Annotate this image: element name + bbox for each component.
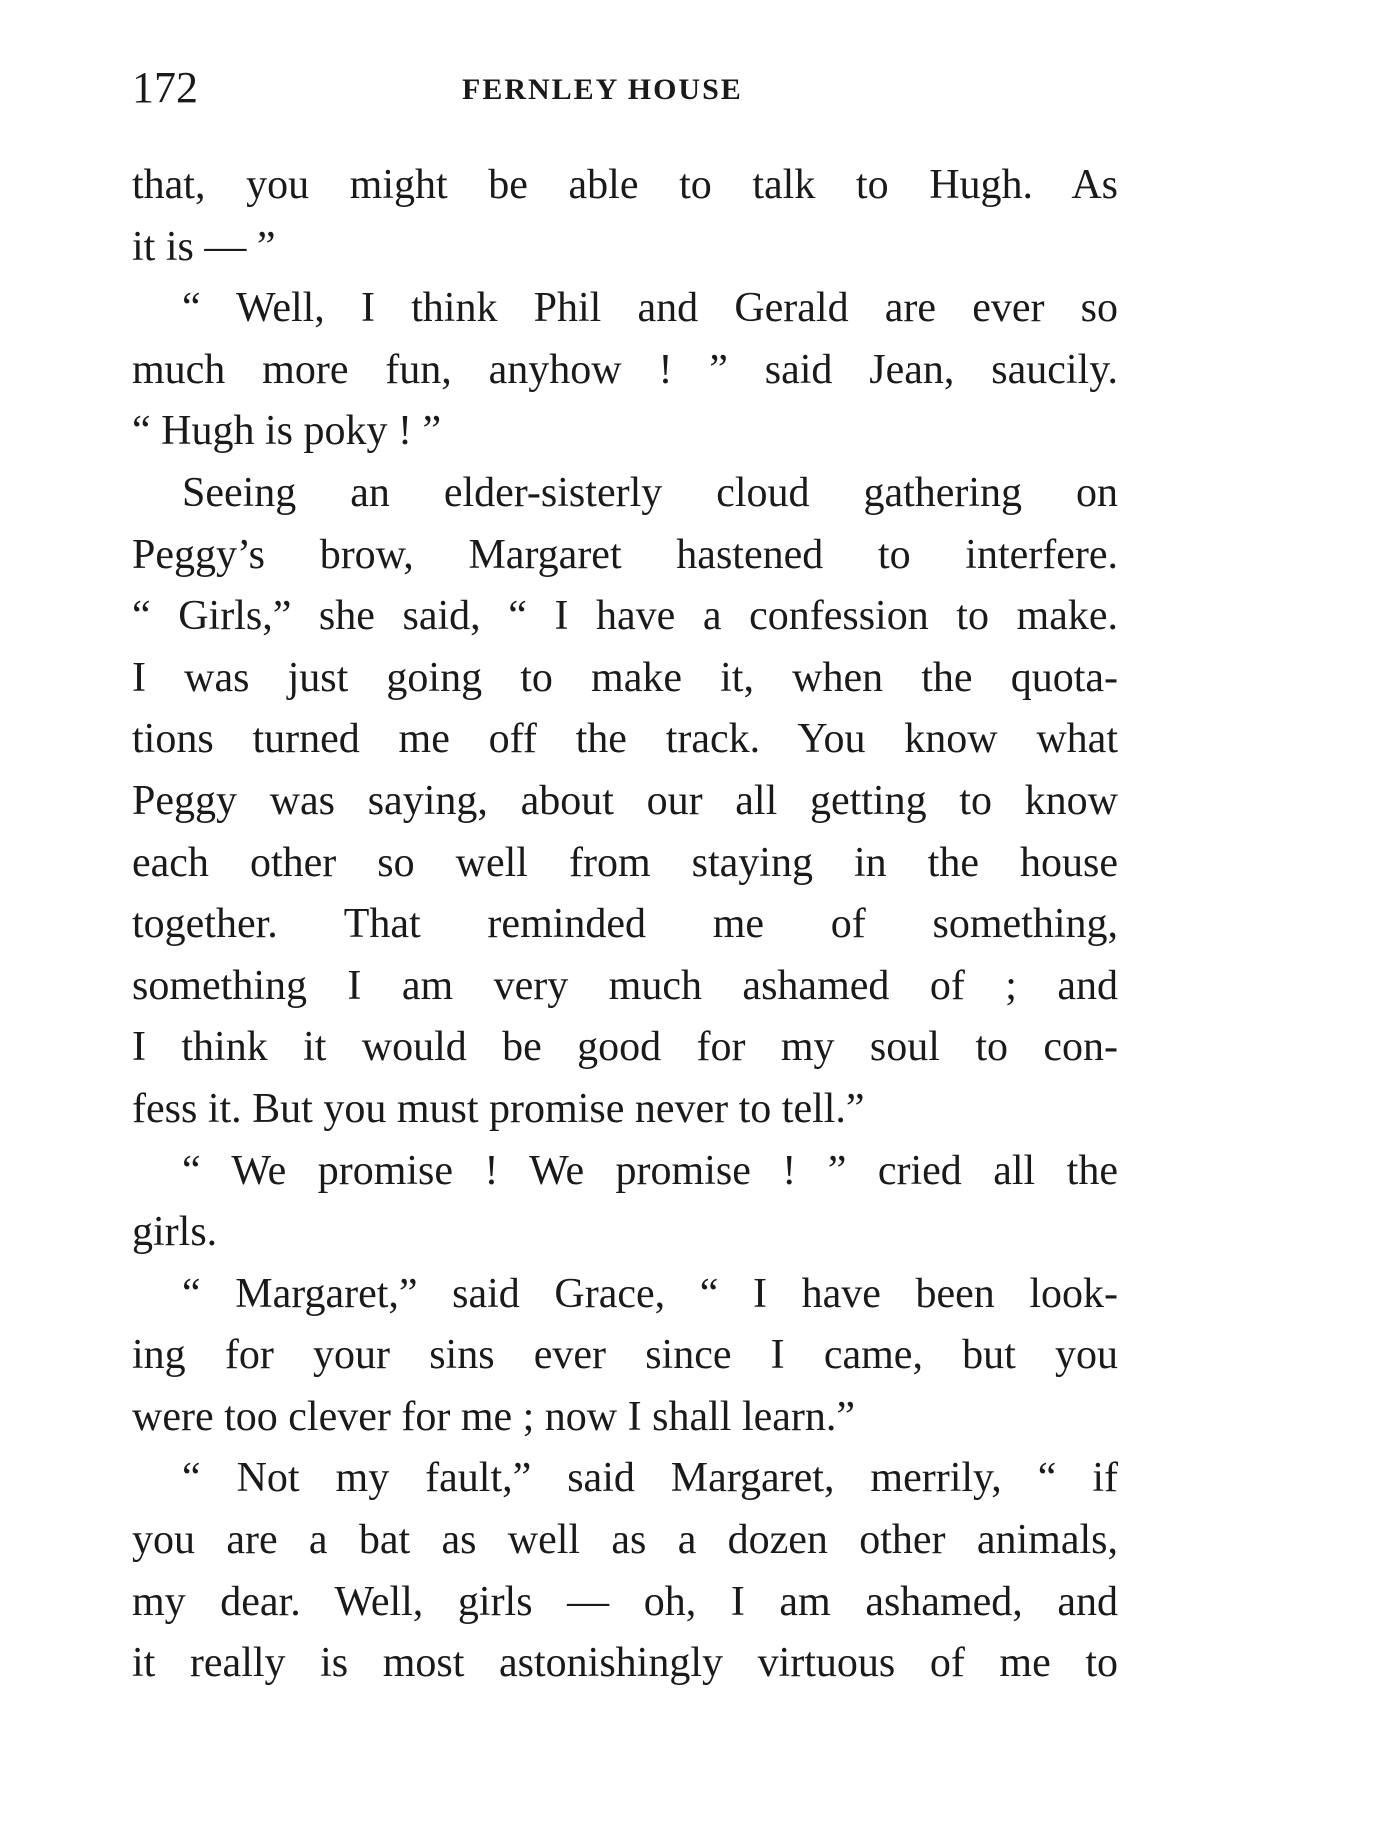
text-line: my dear. Well, girls — oh, I am ashamed, and bbox=[132, 1578, 1118, 1625]
body-text bbox=[132, 155, 1118, 1695]
text-line: something I am very much ashamed of ; and bbox=[132, 962, 1118, 1009]
text-line: much more fun, anyhow ! ” said Jean, saucily. bbox=[132, 346, 1118, 393]
text-line: “ Well, I think Phil and Gerald are ever so bbox=[182, 285, 1118, 332]
text-line: tions turned me off the track. You know what bbox=[132, 716, 1118, 763]
text-line: “ Girls,” she said, “ I have a confession to make. bbox=[132, 593, 1118, 640]
text-line: you are a bat as well as a dozen other animals, bbox=[132, 1517, 1118, 1564]
text-line: “ Margaret,” said Grace, “ I have been look- bbox=[182, 1270, 1118, 1317]
text-line: girls. bbox=[132, 1209, 218, 1256]
text-line: “ We promise ! We promise ! ” cried all the bbox=[182, 1147, 1118, 1194]
text-line: it is — ” bbox=[132, 223, 276, 270]
text-line: “ Not my fault,” said Margaret, merrily, “ if bbox=[182, 1455, 1118, 1502]
text-line: I think it would be good for my soul to con- bbox=[132, 1024, 1118, 1071]
running-title: FERNLEY HOUSE bbox=[462, 73, 743, 106]
text-line: Seeing an elder-sisterly cloud gathering on bbox=[182, 469, 1118, 516]
page-header bbox=[132, 60, 1132, 120]
text-line: were too clever for me ; now I shall learn.” bbox=[132, 1393, 856, 1440]
text-line: that, you might be able to talk to Hugh. As bbox=[132, 162, 1118, 208]
text-line: “ Hugh is poky ! ” bbox=[132, 408, 442, 455]
text-line: each other so well from staying in the house bbox=[132, 839, 1118, 886]
text-line: fess it. But you must promise never to tell.” bbox=[132, 1085, 865, 1132]
text-line: Peggy’s brow, Margaret hastened to interfere. bbox=[132, 531, 1118, 578]
page-number: 172 bbox=[132, 63, 198, 112]
text-line: Peggy was saying, about our all getting to know bbox=[132, 777, 1118, 824]
text-line: together. That reminded me of something, bbox=[132, 901, 1118, 948]
text-line: ing for your sins ever since I came, but you bbox=[132, 1332, 1118, 1379]
text-line: I was just going to make it, when the quota- bbox=[132, 654, 1118, 701]
text-line: it really is most astonishingly virtuous of me to bbox=[132, 1640, 1118, 1687]
